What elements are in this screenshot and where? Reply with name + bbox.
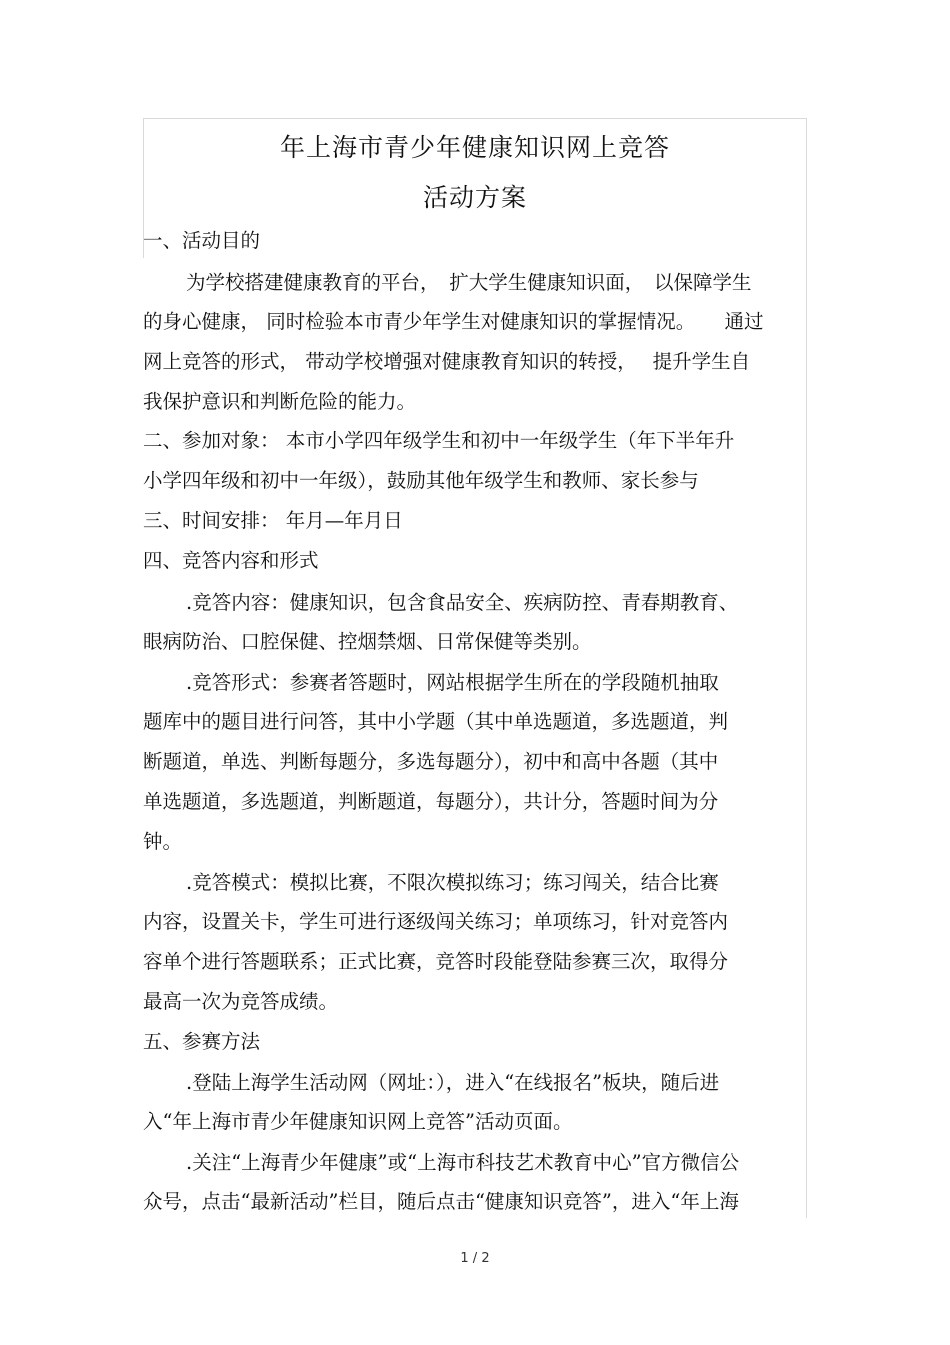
paragraph-line: 断题道，单选、判断每题分，多选每题分），初中和高中各题（其中	[143, 750, 719, 773]
paragraph-line: .竞答模式：模拟比赛，不限次模拟练习；练习闯关，结合比赛	[186, 871, 719, 894]
section-heading-content: 四、竞答内容和形式	[143, 549, 319, 572]
paragraph-line: .竞答内容：健康知识，包含食品安全、疾病防控、青春期教育、	[186, 591, 739, 614]
page-number: 1 / 2	[460, 1251, 490, 1266]
paragraph-line: 网上竞答的形式， 带动学校增强对健康教育知识的转授， 提升学生自	[143, 350, 751, 373]
paragraph-line: 我保护意识和判断危险的能力。	[143, 390, 417, 413]
paragraph-line: 眼病防治、口腔保健、控烟禁烟、日常保健等类别。	[143, 630, 592, 653]
document-title: 年上海市青少年健康知识网上竞答	[279, 133, 670, 162]
paragraph-line: 题库中的题目进行问答，其中小学题（其中单选题道，多选题道，判	[143, 710, 729, 733]
paragraph-line: 为学校搭建健康教育的平台， 扩大学生健康知识面， 以保障学生	[186, 271, 752, 294]
section-heading-schedule: 三、时间安排： 年月—年月日	[143, 509, 403, 532]
paragraph-line: 容单个进行答题联系；正式比赛，竞答时段能登陆参赛三次，取得分	[143, 950, 729, 973]
paragraph-line: 众号，点击“最新活动”栏目，随后点击“健康知识竞答”，进入“年上海	[143, 1190, 739, 1213]
frame-border-right	[806, 118, 807, 1218]
paragraph-line: .关注“上海青少年健康”或“上海市科技艺术教育中心”官方微信公	[186, 1151, 740, 1174]
paragraph-line: 单选题道，多选题道，判断题道，每题分），共计分，答题时间为分	[143, 790, 719, 813]
paragraph-line: 的身心健康， 同时检验本市青少年学生对健康知识的掌握情况。 通过	[143, 310, 764, 333]
paragraph-line: 小学四年级和初中一年级），鼓励其他年级学生和教师、家长参与	[143, 469, 699, 492]
paragraph-line: 内容，设置关卡，学生可进行逐级闯关练习；单项练习，针对竞答内	[143, 910, 729, 933]
paragraph-line: .登陆上海学生活动网（网址：），进入“在线报名”板块，随后进	[186, 1071, 720, 1094]
paragraph-line: 最高一次为竞答成绩。	[143, 990, 339, 1013]
paragraph-line: 入“年上海市青少年健康知识网上竞答”活动页面。	[143, 1110, 573, 1133]
paragraph-line: 钟。	[143, 830, 183, 853]
section-heading-participants: 二、参加对象： 本市小学四年级学生和初中一年级学生（年下半年升	[143, 429, 735, 452]
paragraph-line: .竞答形式：参赛者答题时，网站根据学生所在的学段随机抽取	[186, 671, 719, 694]
section-heading-purpose: 一、活动目的	[143, 229, 261, 252]
section-heading-method: 五、参赛方法	[143, 1030, 261, 1053]
frame-border-top	[143, 118, 807, 119]
document-subtitle: 活动方案	[422, 183, 527, 212]
